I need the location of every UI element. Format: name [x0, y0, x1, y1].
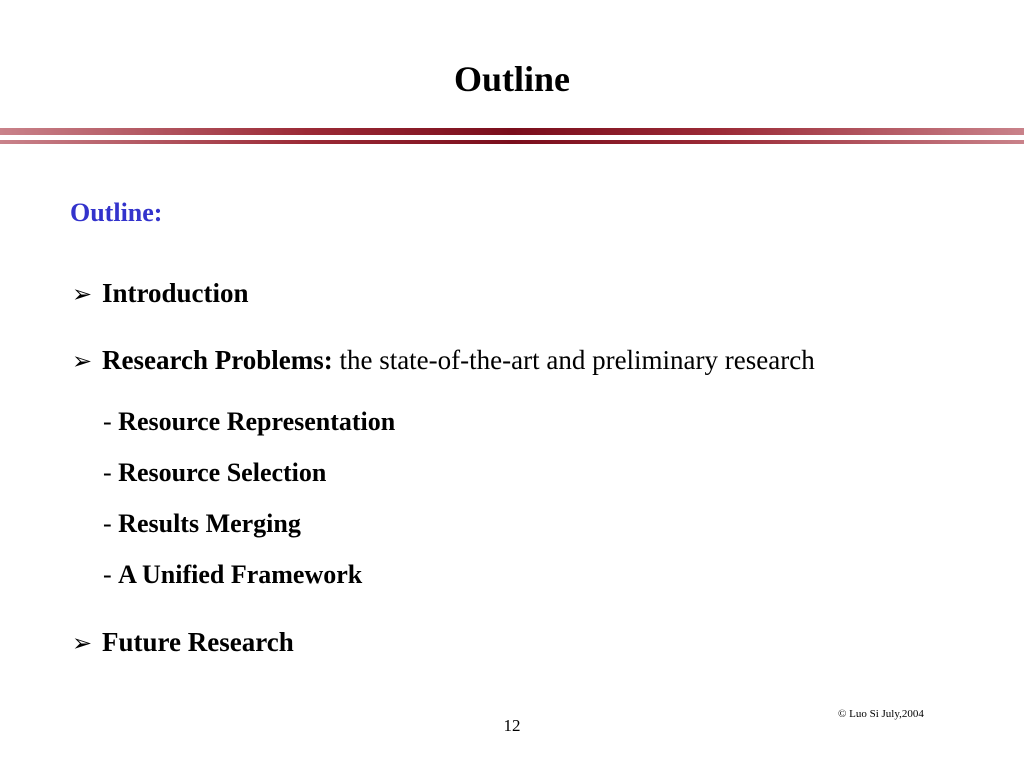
sub-item-unified-framework: [103, 560, 362, 590]
copyright-notice: © Luo Si July,2004: [838, 708, 924, 720]
bullet-label: Introduction: [102, 278, 249, 308]
sub-item-dash: -: [103, 407, 119, 436]
sub-item-label: Resource Representation: [118, 407, 396, 436]
bullet-introduction: [72, 278, 249, 309]
title-divider-bottom: [0, 140, 1024, 144]
bullet-future-research: [72, 627, 294, 658]
sub-item-results-merging: [103, 509, 301, 539]
bullet-description: the state-of-the-art and preliminary research: [332, 345, 815, 375]
sub-item-dash: -: [103, 509, 119, 538]
sub-item-resource-representation: [103, 407, 395, 437]
title-divider-top: [0, 128, 1024, 135]
bullet-research-problems: [72, 345, 815, 376]
arrow-bullet-icon: ➢: [72, 629, 93, 657]
bullet-label: Future Research: [102, 627, 294, 657]
section-heading: Outline:: [70, 198, 163, 227]
sub-item-dash: -: [103, 560, 119, 589]
arrow-bullet-icon: ➢: [72, 280, 93, 308]
sub-item-label: A Unified Framework: [118, 560, 363, 589]
arrow-bullet-icon: ➢: [72, 347, 93, 375]
sub-item-resource-selection: [103, 458, 326, 488]
sub-item-dash: -: [103, 458, 119, 487]
slide-title: Outline: [453, 59, 570, 99]
bullet-label: Research Problems:: [102, 345, 333, 375]
sub-item-label: Results Merging: [118, 509, 301, 538]
sub-item-label: Resource Selection: [118, 458, 327, 487]
page-number: 12: [503, 716, 521, 735]
